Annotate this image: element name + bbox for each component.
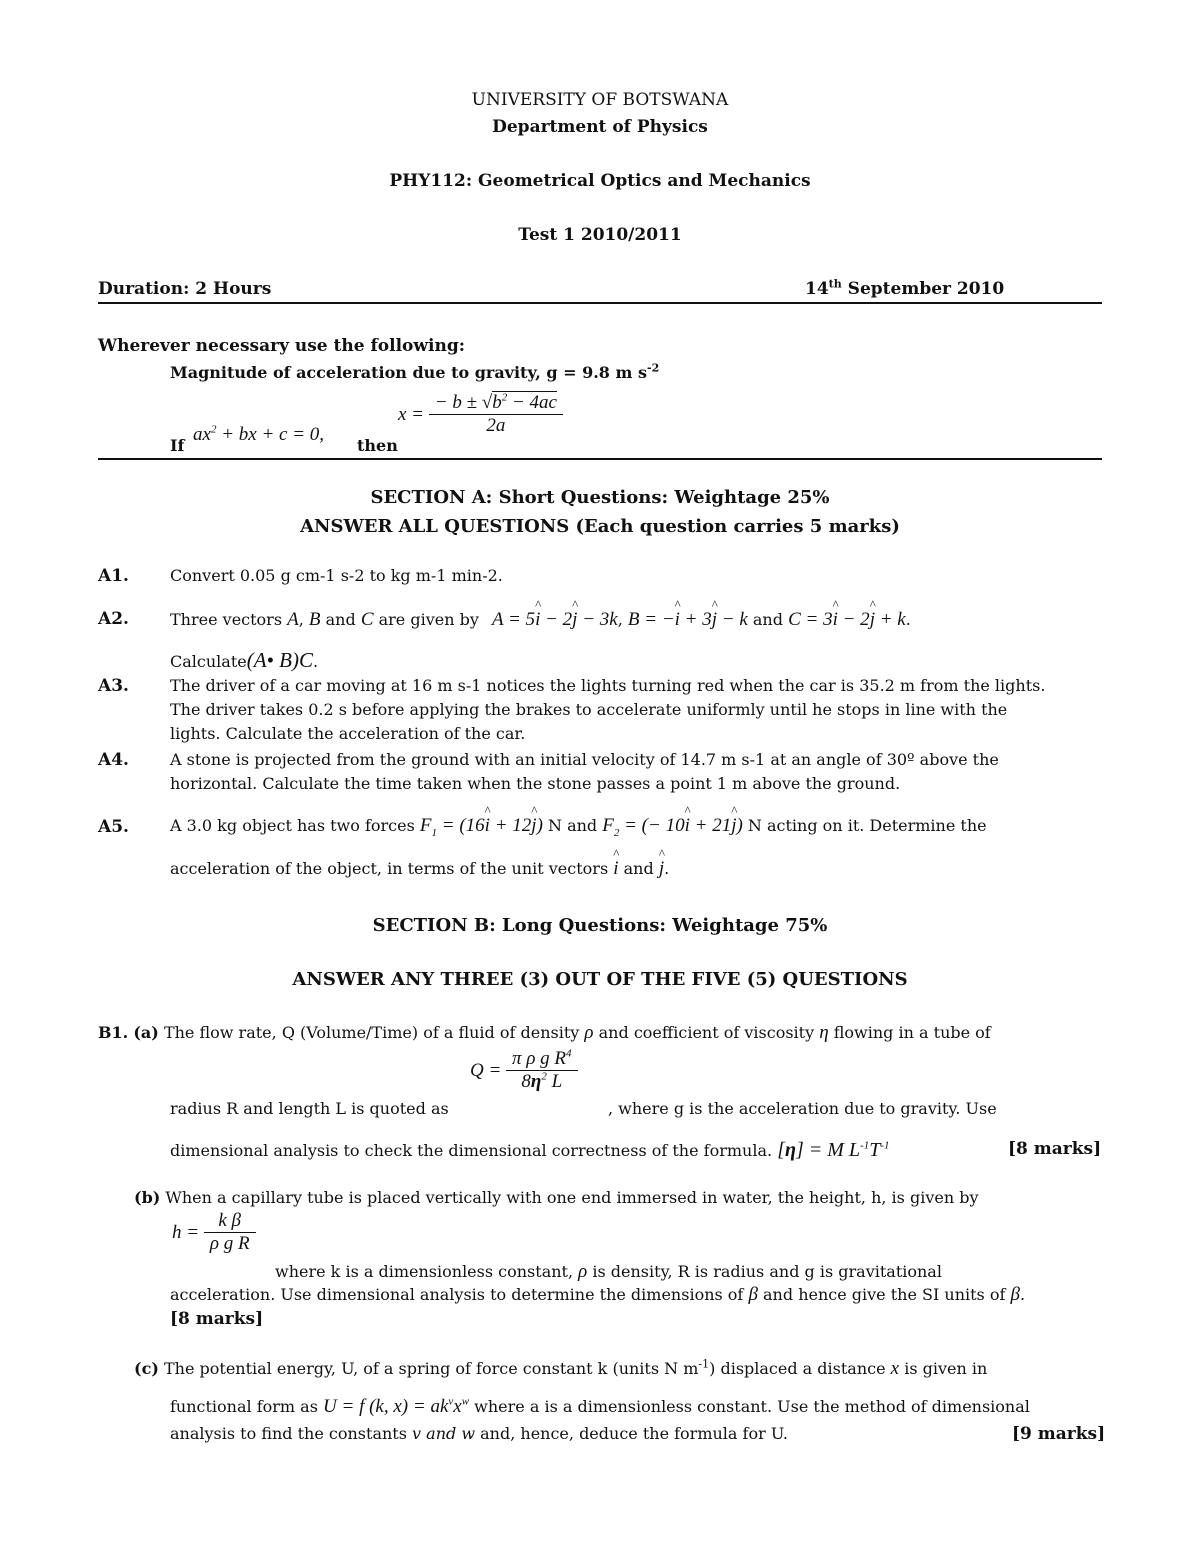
then-label: then [357, 436, 398, 455]
question-b1c-marks: [9 marks] [1012, 1424, 1106, 1444]
vector-a: A = 5^ i − 2^ j − 3k [492, 609, 618, 630]
question-a2-line1: Three vectors A, B and C are given by A = 5^ i − 2^ j − 3k, B = −^ i + 3^ j − k and C = 3^ i − 2^ j + k. [170, 609, 911, 631]
question-b1a-line1: B1. (a) The flow rate, Q (Volume/Time) of a fluid of density ρ and coefficient of viscosity η flowing in a tube of [98, 1022, 991, 1043]
question-b1b-marks: [8 marks] [170, 1309, 264, 1329]
question-b1b-line3: acceleration. Use dimensional analysis to determine the dimensions of β and hence give the SI units of β. [170, 1284, 1026, 1305]
force-f1: $F_1$ = (16^ i + 12^ j) [420, 815, 543, 836]
question-a3-label: A3. [98, 676, 129, 696]
question-a1-text: Convert 0.05 g cm-1 s-2 to kg m-1 min-2. [170, 566, 503, 585]
question-b1a-line3: dimensional analysis to check the dimensional correctness of the formula. [η] = M $L^{-1}T^{-1}$ [170, 1139, 890, 1161]
section-b-subtitle: ANSWER ANY THREE (3) OUT OF THE FIVE (5) QUESTIONS [292, 969, 908, 990]
question-a4-line1: A stone is projected from the ground with an initial velocity of 14.7 m s-1 at an angle of 30º above the [170, 750, 999, 769]
question-a5-line1: A 3.0 kg object has two forces $F_1$ = (16^ i + 12^ j) N and $F_2$ = (− 10^ i + 21^ j) N acting on it. Determine the [170, 815, 987, 837]
question-a3-line2: The driver takes 0.2 s before applying the brakes to accelerate uniformly until he stops in line with the [170, 700, 1008, 719]
question-b1a-line2b: , where g is the acceleration due to gravity. Use [608, 1099, 997, 1118]
university-name: UNIVERSITY OF BOTSWANA [471, 90, 729, 110]
department-name: Department of Physics [492, 117, 708, 137]
question-a3-line3: lights. Calculate the acceleration of the car. [170, 724, 526, 743]
flow-rate-formula: Q = $\frac{\pi \rho g R^4}{8\eta^2 L}$ [470, 1048, 578, 1093]
course-title: PHY112: Geometrical Optics and Mechanics [389, 171, 811, 191]
section-a-title: SECTION A: Short Questions: Weightage 25% [370, 487, 830, 508]
question-b1c-line2: functional form as U = f (k, $x) = ak^vx^w$ where a is a dimensionless constant. Use the method of dimensional [170, 1395, 1030, 1417]
force-f2: $F_2$ = (− 10^ i + 21^ j) [602, 815, 743, 836]
question-a3-line1: The driver of a car moving at 16 m s-1 notices the lights turning red when the car is 35.2 m from the lights. [170, 676, 1046, 695]
question-a1-label: A1. [98, 566, 129, 586]
question-b1b-line2: where k is a dimensionless constant, ρ is density, R is radius and g is gravitational [275, 1261, 942, 1282]
question-a5-line2: acceleration of the object, in terms of the unit vectors ^ i and ^ j. [170, 858, 669, 880]
section-b-title: SECTION B: Long Questions: Weightage 75% [372, 915, 828, 936]
vector-b: B = −^ i + 3^ j − k [628, 609, 748, 630]
constants-rule [98, 458, 1102, 460]
viscosity-dimension: [η] = M $L^{-1}T^{-1}$ [777, 1139, 890, 1161]
constants-intro: Wherever necessary use the following: [98, 336, 465, 356]
question-a2-line2: Calculate(A• B)C. [170, 648, 319, 672]
header-rule [98, 302, 1102, 304]
question-b1a-marks: [8 marks] [1008, 1139, 1102, 1159]
quadratic-equation: $ax^2$ + bx + c = 0, [193, 423, 325, 445]
capillary-formula: h = $\frac{\text{k β}}{\text{ρ g R}}$ [172, 1210, 256, 1255]
gravity-constant: Magnitude of acceleration due to gravity, g = 9.8 m $s^{-2}$ [170, 361, 660, 382]
question-a5-label: A5. [98, 817, 129, 837]
quadratic-formula: x = $\frac{- b \pm √b^2 - 4ac}{2a}$ [398, 392, 563, 437]
section-a-subtitle: ANSWER ALL QUESTIONS (Each question carries 5 marks) [300, 516, 900, 537]
question-b1c-line1: (c) The potential energy, U, of a spring of force constant k (units N $m^{-1}$) displaced a distance x is given in [134, 1357, 988, 1379]
potential-energy-formula: U = f (k, $x) = ak^vx^w$ [323, 1395, 470, 1417]
question-b1c-line3: analysis to find the constants v and w and, hence, deduce the formula for U. [170, 1424, 788, 1443]
question-b1b-line1: (b) When a capillary tube is placed vertically with one end immersed in water, the height, h, is given by [134, 1188, 979, 1207]
question-b1a-line2a: radius R and length L is quoted as [170, 1099, 449, 1118]
test-title: Test 1 2010/2011 [518, 225, 682, 245]
question-a2-label: A2. [98, 609, 129, 629]
question-a4-line2: horizontal. Calculate the time taken when the stone passes a point 1 m above the ground. [170, 774, 901, 793]
question-a4-label: A4. [98, 750, 129, 770]
vector-c: C = 3^ i − 2^ j + k [788, 609, 906, 630]
exam-date: 14th September 2010 [805, 277, 1005, 299]
if-label: If [170, 436, 185, 455]
duration: Duration: 2 Hours [98, 279, 272, 299]
